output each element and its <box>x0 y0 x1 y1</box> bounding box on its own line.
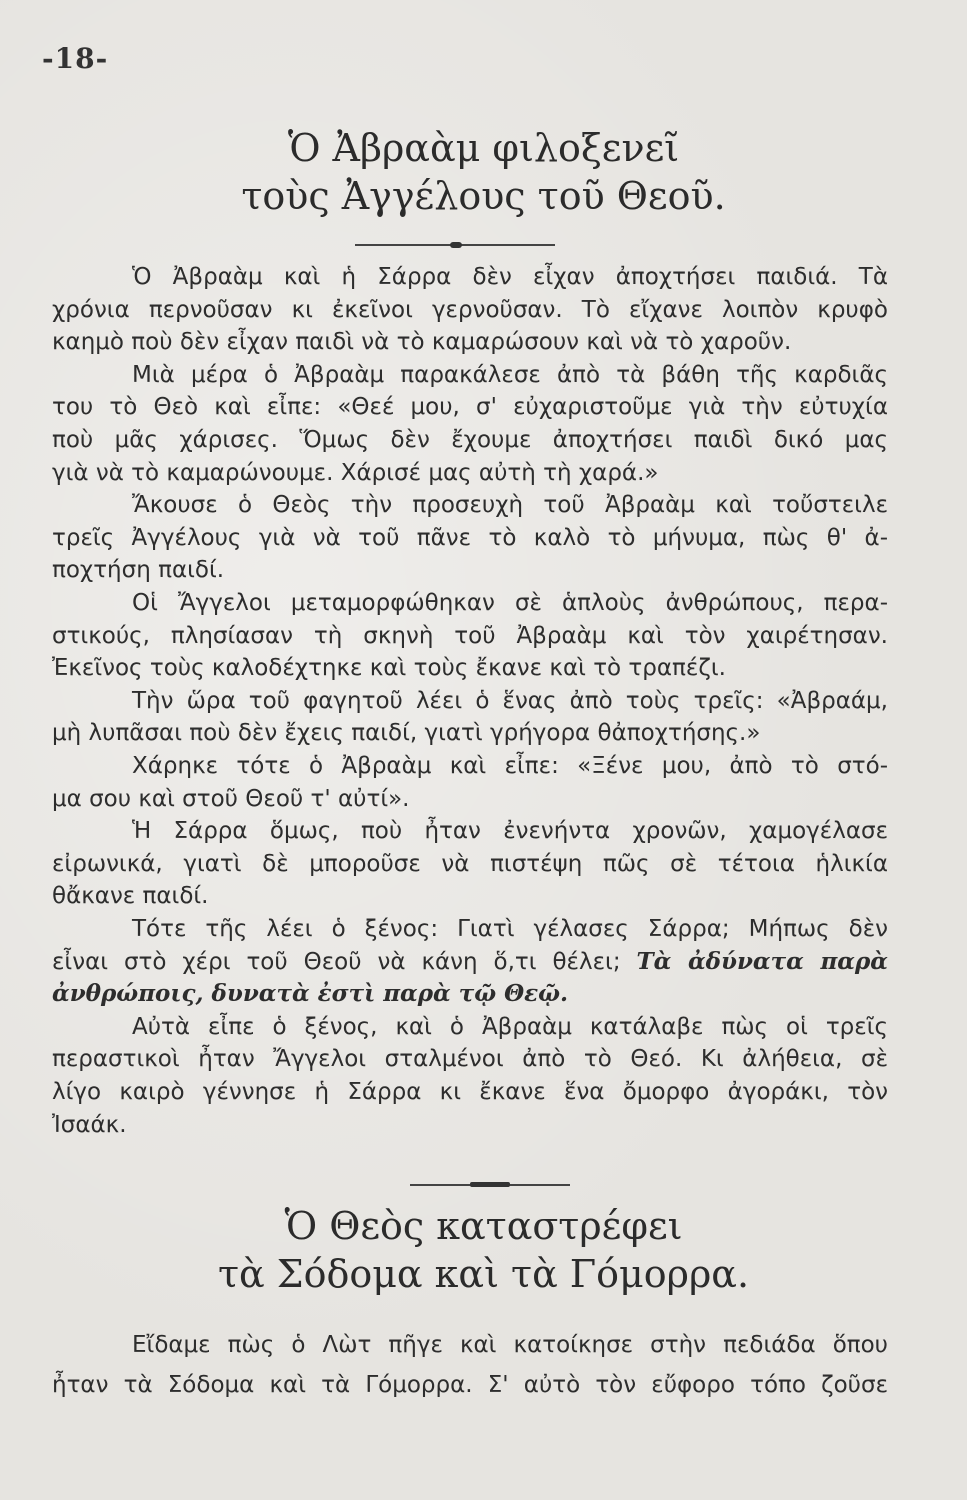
section-heading-abraham <box>60 124 907 220</box>
text-line: Ἰσαάκ. <box>52 1111 127 1138</box>
heading-line-1: Ὁ Ἀβραὰμ φιλοξενεῖ <box>287 126 680 170</box>
page-number: -18- <box>42 42 109 75</box>
text-line: Ἐκεῖνος τοὺς καλοδέχτηκε καὶ τοὺς ἔκανε καὶ τὸ τραπέζι. <box>52 655 726 682</box>
text-line: περαστικοὶ ἦταν Ἄγγελοι σταλμένοι ἀπὸ τὸ Θεό. Κι ἀλήθεια, σὲ <box>52 1046 888 1073</box>
text-line: ποχτήση παιδί. <box>52 557 225 584</box>
text-line: του τὸ Θεὸ καὶ εἶπε: «Θεέ μου, σ' εὐχαριστοῦμε γιὰ τὴν εὐτυχία <box>52 394 888 421</box>
heading-line-2: τοὺς Ἀγγέλους τοῦ Θεοῦ. <box>241 174 726 218</box>
text-line: ποὺ μᾶς χάρισες. Ὅμως δὲν ἔχουμε ἀποχτήσει παιδὶ δικό μας <box>52 427 888 453</box>
text-line: Ἡ Σάρρα ὅμως, ποὺ ἦταν ἐνενήντα χρονῶν, χαμογέλασε <box>132 818 888 845</box>
text-line: χρόνια περνοῦσαν κι ἐκεῖνοι γερνοῦσαν. Τὸ εἴχανε λοιπὸν κρυφὸ <box>52 296 888 323</box>
ornamental-divider <box>355 244 555 246</box>
section-heading-sodom <box>60 1202 907 1298</box>
heading-line-1: Ὁ Θεὸς καταστρέφει <box>284 1204 683 1248</box>
text-line: εἶναι στὸ χέρι τοῦ Θεοῦ νὰ κάνη ὅ,τι θέλει; Τὰ ἀδύνατα παρὰ <box>52 947 888 975</box>
text-line: Τὴν ὥρα τοῦ φαγητοῦ λέει ὁ ἕνας ἀπὸ τοὺς τρεῖς: «Ἀβραάμ, <box>132 687 888 714</box>
text-line: Αὐτὰ εἶπε ὁ ξένος, καὶ ὁ Ἀβραὰμ κατάλαβε πὼς οἱ τρεῖς <box>132 1013 888 1040</box>
text-line: Ἄκουσε ὁ Θεὸς τὴν προσευχὴ τοῦ Ἀβραὰμ καὶ τοὔστειλε <box>132 492 888 519</box>
text-line: Οἱ Ἄγγελοι μεταμορφώθηκαν σὲ ἁπλοὺς ἀνθρώπους, περα- <box>132 590 888 616</box>
text-line: Χάρηκε τότε ὁ Ἀβραὰμ καὶ εἶπε: «Ξένε μου, ἀπὸ τὸ στό- <box>132 753 888 779</box>
text-line: γιὰ νὰ τὸ καμαρώνουμε. Χάρισέ μας αὐτὴ τὴ χαρά.» <box>52 459 659 486</box>
text-line: ἀνθρώποις, δυνατὰ ἐστὶ παρὰ τῷ Θεῷ. <box>52 980 569 1008</box>
text-line: εἰρωνικά, γιατὶ δὲ μποροῦσε νὰ πιστέψη πῶς σὲ τέτοια ἡλικία <box>52 850 888 877</box>
text-line: Τότε τῆς λέει ὁ ξένος: Γιατὶ γέλασες Σάρρα; Μήπως δὲν <box>132 916 888 942</box>
text-line: θἄκανε παιδί. <box>52 883 209 910</box>
text-line: στικούς, πλησίασαν τὴ σκηνὴ τοῦ Ἀβραὰμ καὶ τὸν χαιρέτησαν. <box>52 622 888 649</box>
text-line: ἦταν τὰ Σόδομα καὶ τὰ Γόμορρα. Σ' αὐτὸ τὸν εὔφορο τόπο ζοῦσε <box>52 1372 888 1398</box>
text-line: τρεῖς Ἀγγέλους γιὰ νὰ τοῦ πᾶνε τὸ καλὸ τὸ μήνυμα, πὼς θ' ἀ- <box>52 524 888 551</box>
text-line: Εἴδαμε πὼς ὁ Λὼτ πῆγε καὶ κατοίκησε στὴν πεδιάδα ὅπου <box>132 1332 888 1358</box>
ornamental-divider <box>410 1184 570 1186</box>
text-line: Ὁ Ἀβραὰμ καὶ ἡ Σάρρα δὲν εἶχαν ἀποχτήσει παιδιά. Τὰ <box>132 264 888 290</box>
text-line: Μιὰ μέρα ὁ Ἀβραὰμ παρακάλεσε ἀπὸ τὰ βάθη τῆς καρδιᾶς <box>132 361 888 388</box>
heading-line-2: τὰ Σόδομα καὶ τὰ Γόμορρα. <box>217 1252 750 1296</box>
text-line: μα σου καὶ στοῦ Θεοῦ τ' αὐτί». <box>52 785 410 812</box>
text-line: καημὸ ποὺ δὲν εἶχαν παιδὶ νὰ τὸ καμαρώσουν καὶ νὰ τὸ χαροῦν. <box>52 329 792 356</box>
text-line: λίγο καιρὸ γέννησε ἡ Σάρρα κι ἔκανε ἕνα ὄμορφο ἀγοράκι, τὸν <box>52 1079 888 1105</box>
text-line: μὴ λυπᾶσαι ποὺ δὲν ἔχεις παιδί, γιατὶ γρήγορα θἀποχτήσης.» <box>52 720 761 747</box>
